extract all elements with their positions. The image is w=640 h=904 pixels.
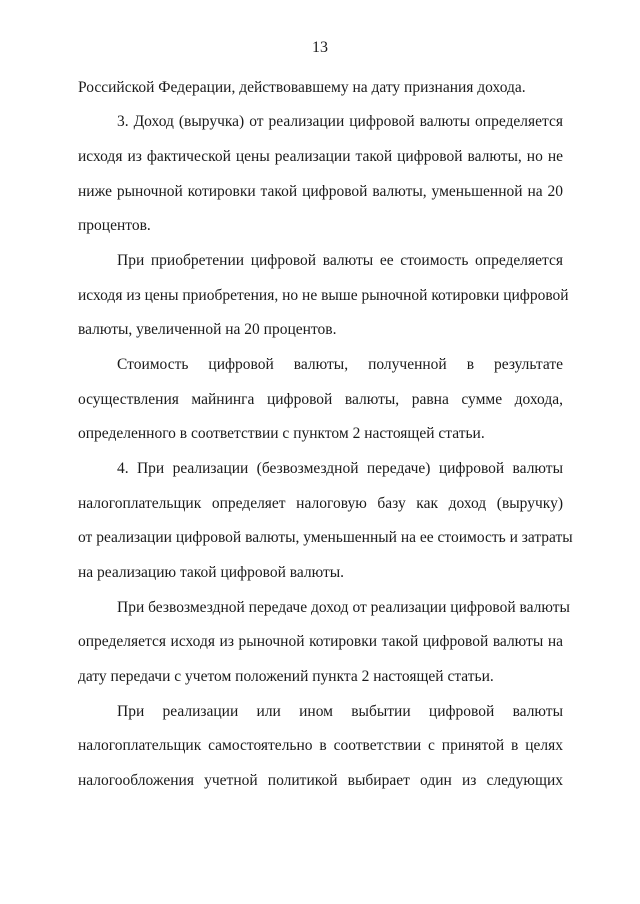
text-line: налогообложения учетной политикой выбирает один из следующих <box>78 772 563 789</box>
text-line: При безвозмездной передаче доход от реализации цифровой валюты <box>117 599 570 616</box>
text-line: 4. При реализации (безвозмездной передаче) цифровой валюты <box>117 460 563 477</box>
text-line: 3. Доход (выручка) от реализации цифровой валюты определяется <box>117 113 563 130</box>
text-line: дату передачи с учетом положений пункта 2 настоящей статьи. <box>78 668 494 685</box>
text-line: валюты, увеличенной на 20 процентов. <box>78 321 337 338</box>
text-line: процентов. <box>78 217 151 234</box>
text-line: налогоплательщик самостоятельно в соответствии с принятой в целях <box>78 737 563 754</box>
text-line: налогоплательщик определяет налоговую базу как доход (выручку) <box>78 495 563 512</box>
text-line: от реализации цифровой валюты, уменьшенный на ее стоимость и затраты <box>78 529 573 546</box>
text-line: При приобретении цифровой валюты ее стоимость определяется <box>117 252 563 269</box>
text-line: исходя из фактической цены реализации такой цифровой валюты, но не <box>78 148 563 165</box>
text-line: на реализацию такой цифровой валюты. <box>78 564 345 581</box>
text-line: определяется исходя из рыночной котировки такой цифровой валюты на <box>78 633 563 650</box>
text-line: осуществления майнинга цифровой валюты, равна сумме дохода, <box>78 391 563 408</box>
text-line: определенного в соответствии с пунктом 2 настоящей статьи. <box>78 425 485 442</box>
text-line: Российской Федерации, действовавшему на дату признания дохода. <box>78 79 526 96</box>
text-line: ниже рыночной котировки такой цифровой валюты, уменьшенной на 20 <box>78 183 563 200</box>
text-line: При реализации или ином выбытии цифровой валюты <box>117 703 563 720</box>
text-line: исходя из цены приобретения, но не выше рыночной котировки цифровой <box>78 287 569 304</box>
text-line: Стоимость цифровой валюты, полученной в результате <box>117 356 563 373</box>
page-number: 13 <box>312 39 328 56</box>
